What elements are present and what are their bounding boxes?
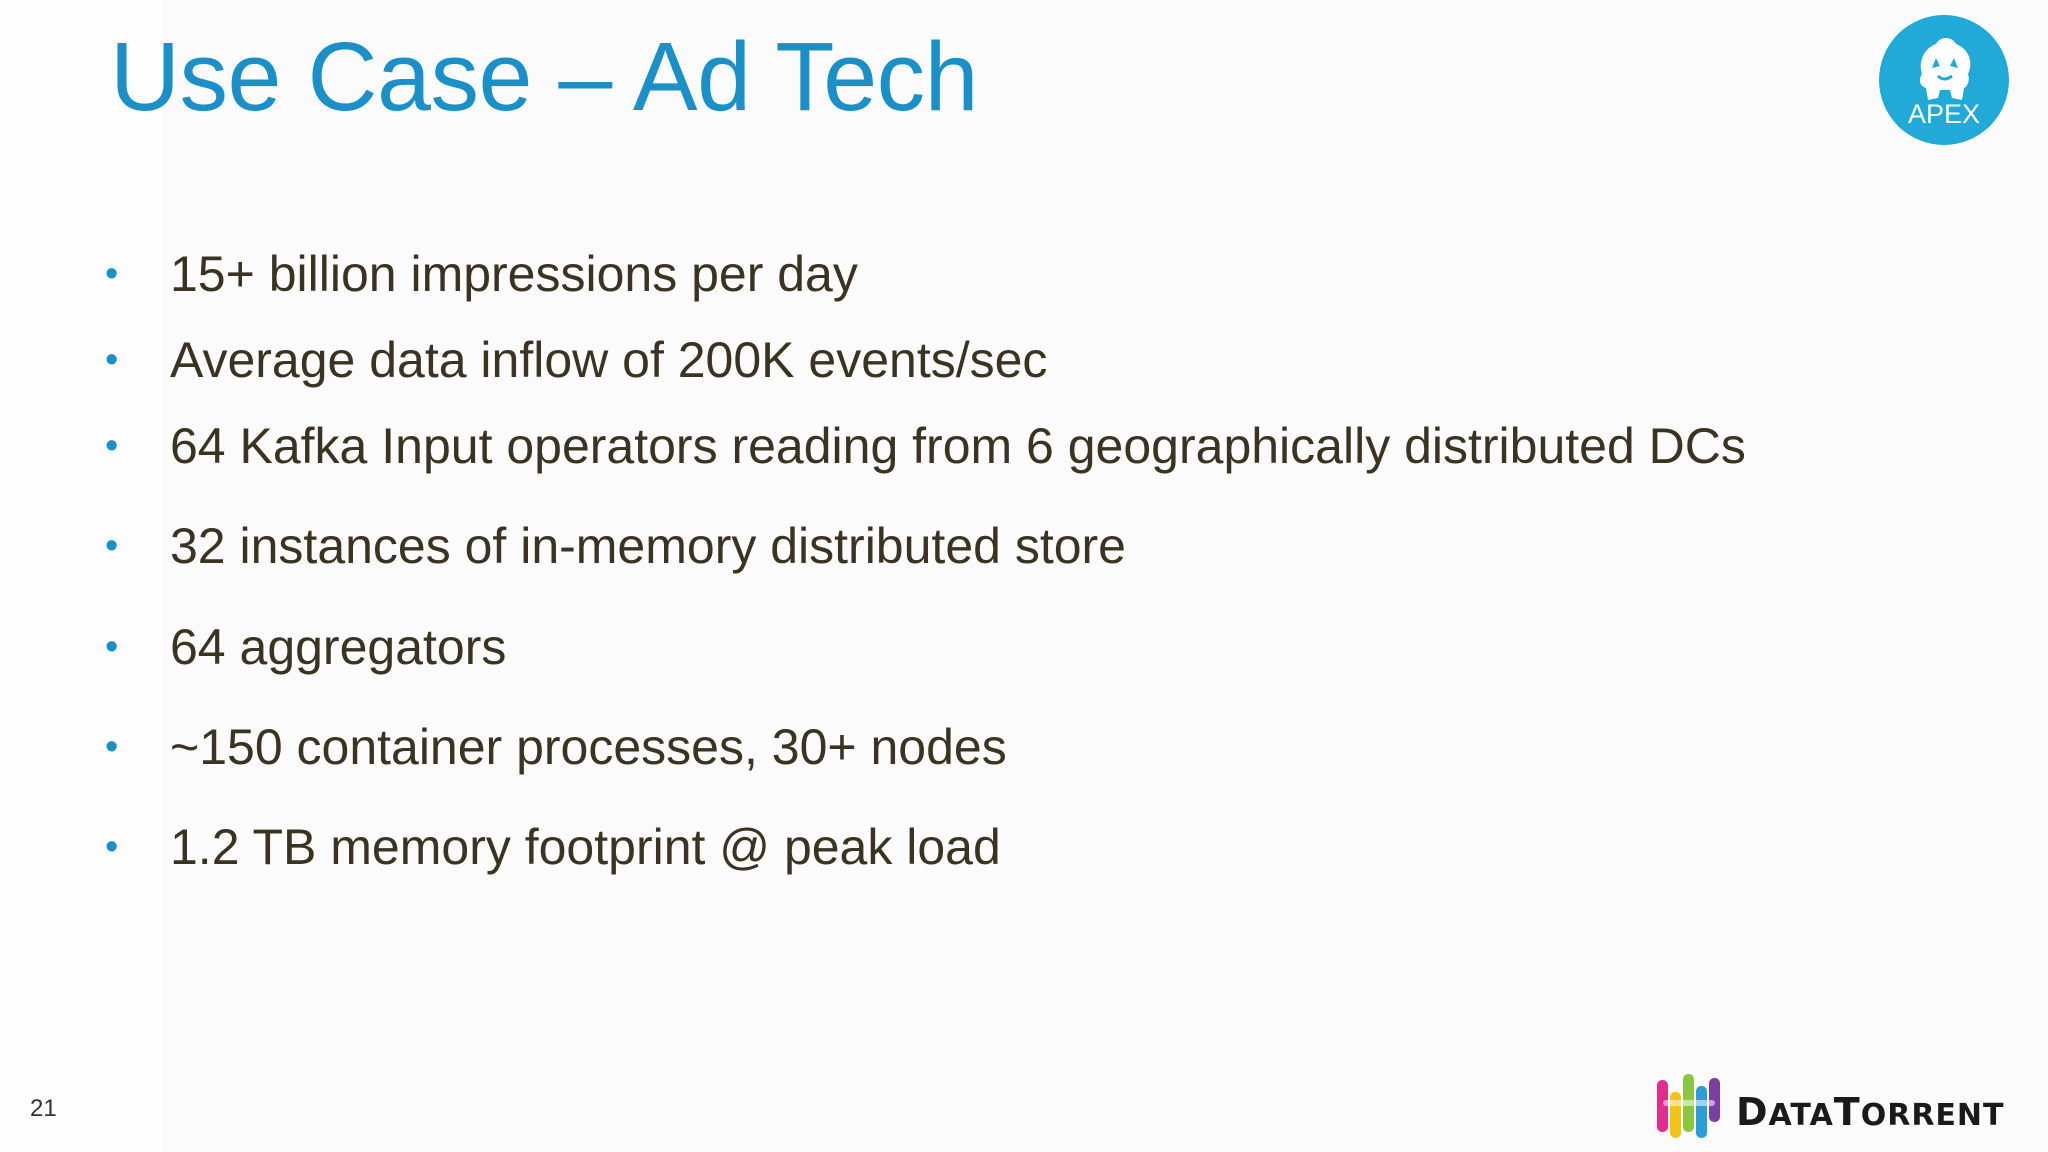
page-number: 21 <box>30 1095 57 1122</box>
apex-logo-label: APEX <box>1907 99 1981 129</box>
slide-margin-strip <box>0 0 163 1152</box>
bullet-marker: • <box>105 525 119 567</box>
bullet-marker: • <box>105 826 119 868</box>
bullet-text: 32 instances of in-memory distributed store <box>170 518 1126 574</box>
slide-title: Use Case – Ad Tech <box>110 22 979 131</box>
bullet-text: Average data inflow of 200K events/sec <box>170 332 1048 388</box>
bullet-marker: • <box>105 425 119 467</box>
bullet-marker: • <box>105 726 119 768</box>
datatorrent-logo-icon <box>1655 1070 1727 1142</box>
bullet-text: 64 Kafka Input operators reading from 6 geographically distributed DCs <box>170 418 1746 474</box>
apex-logo-icon <box>1878 14 2010 146</box>
bullet-text: 1.2 TB memory footprint @ peak load <box>170 819 1001 875</box>
bullet-marker: • <box>105 626 119 668</box>
datatorrent-wordmark: DATATORRENT <box>1736 1090 2005 1134</box>
bullet-text: 15+ billion impressions per day <box>170 246 858 302</box>
bullet-text: 64 aggregators <box>170 619 507 675</box>
bullet-marker: • <box>105 253 119 295</box>
bullet-marker: • <box>105 339 119 381</box>
bullet-text: ~150 container processes, 30+ nodes <box>170 719 1007 775</box>
